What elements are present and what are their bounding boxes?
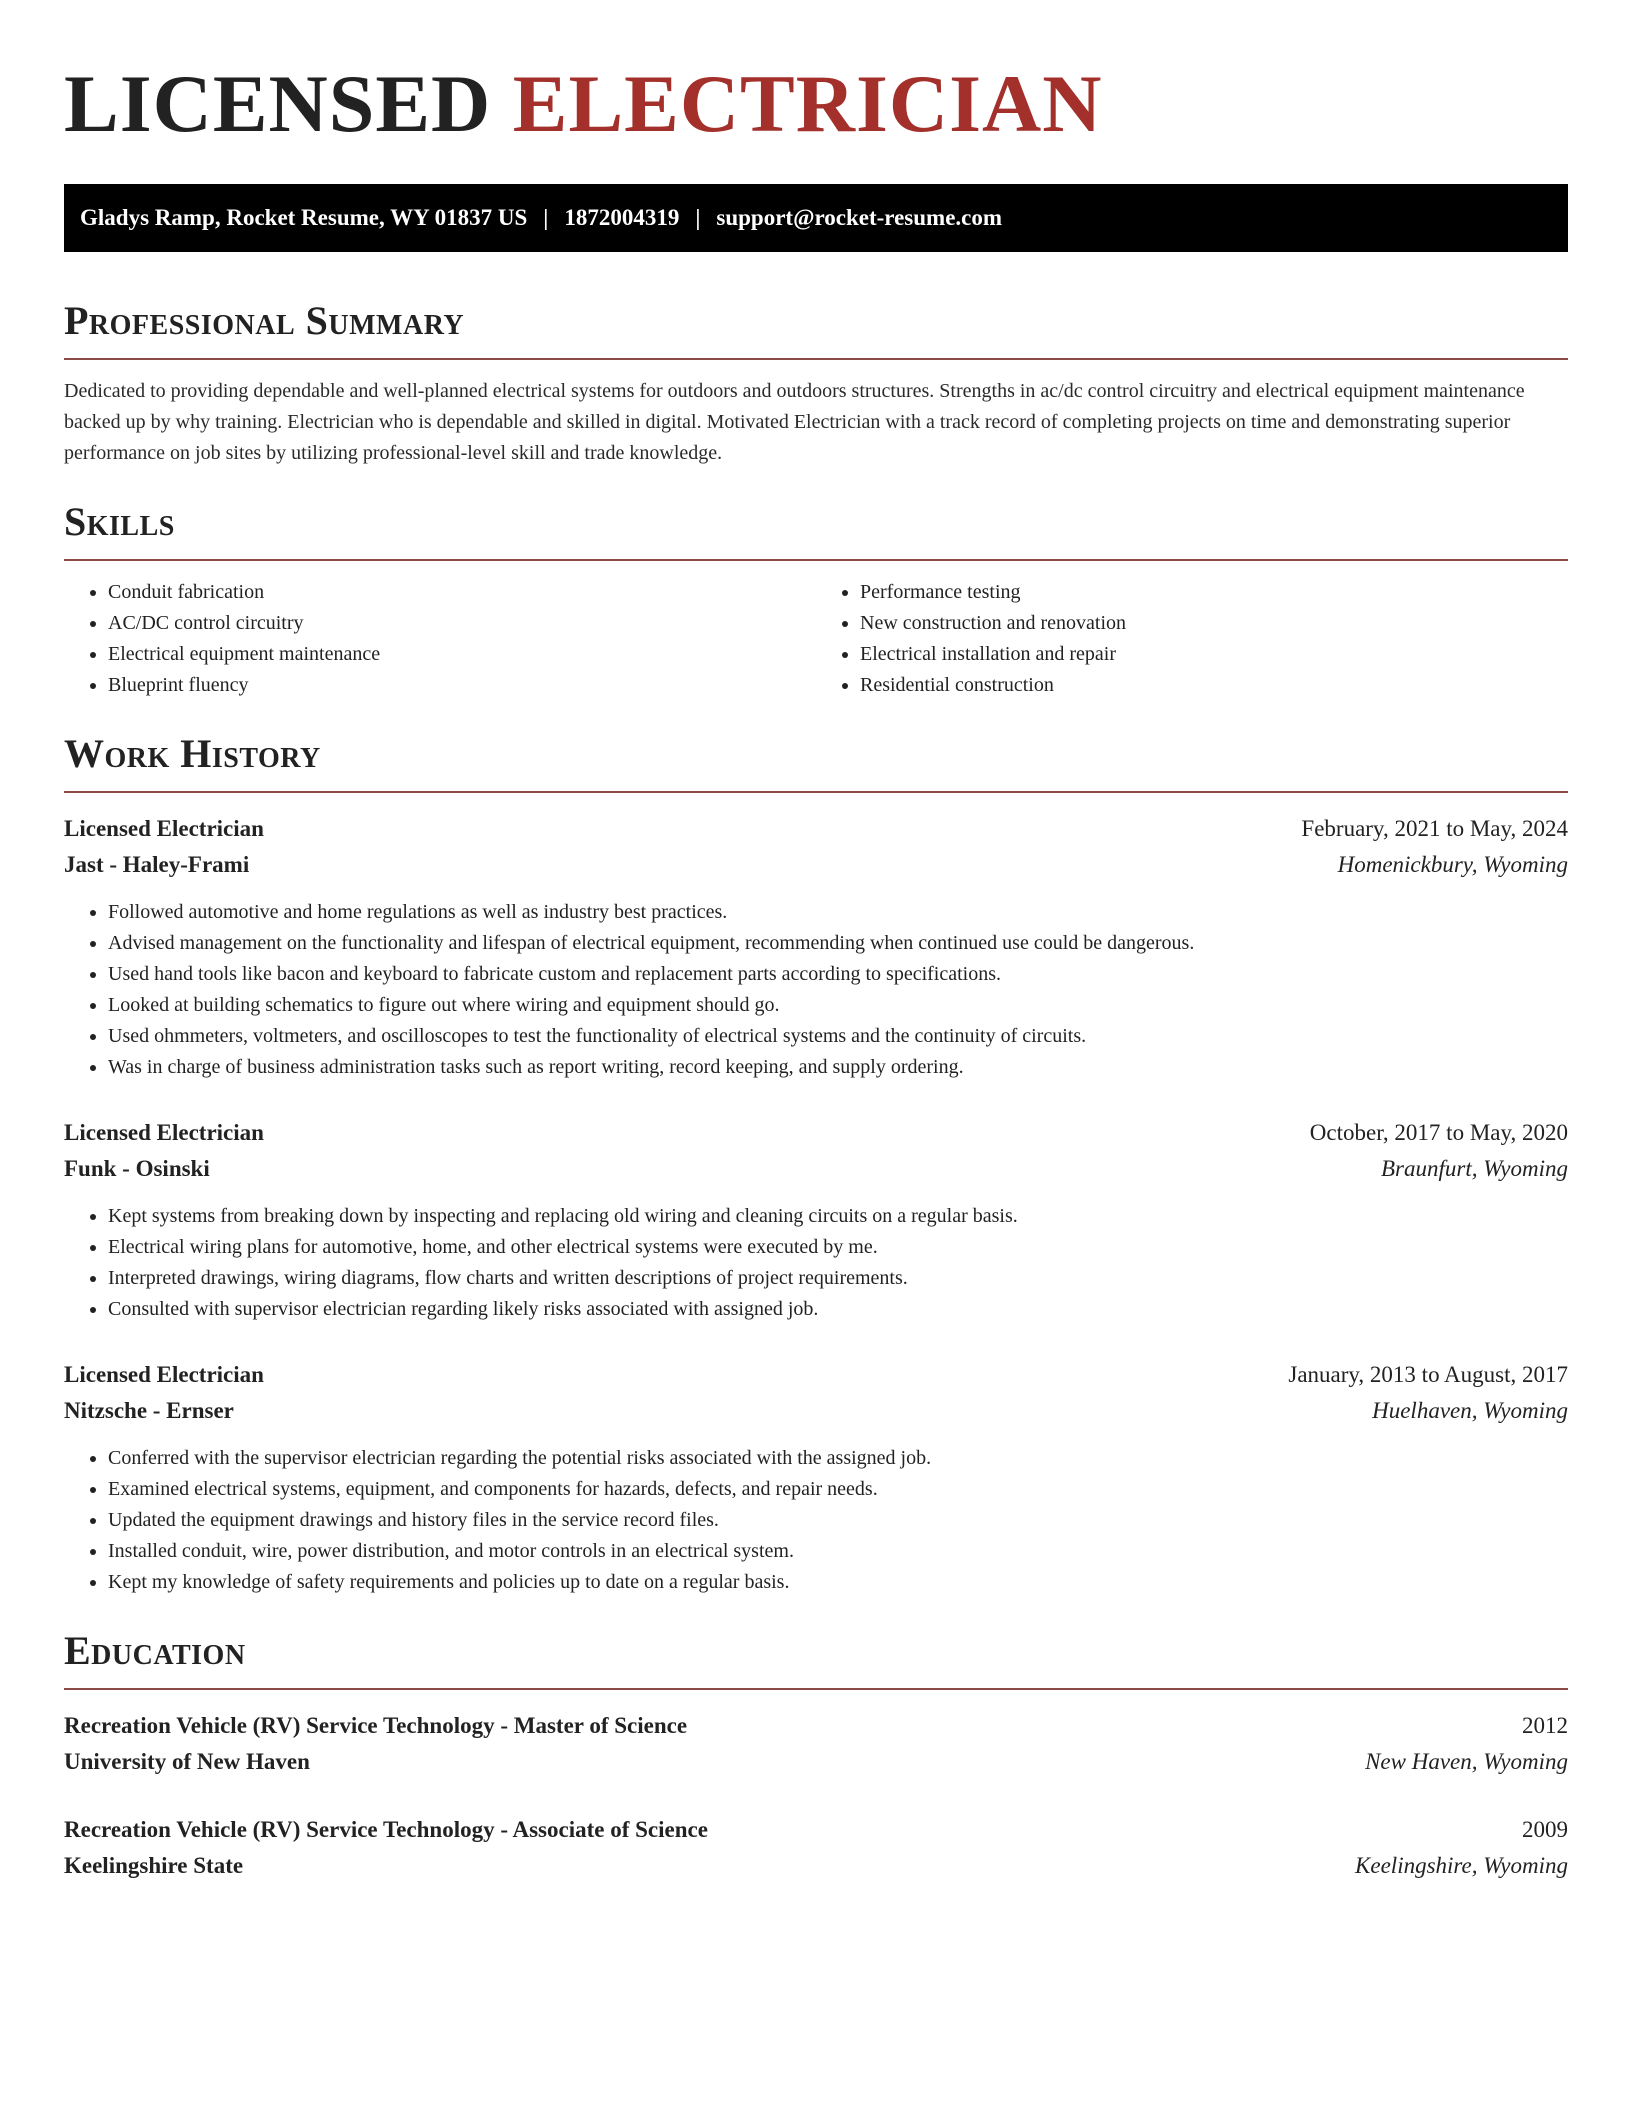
job-company-row bbox=[64, 847, 1568, 883]
job-title: Licensed Electrician bbox=[64, 816, 264, 841]
title-second-word: ELECTRICIAN bbox=[512, 58, 1103, 149]
skill-item: • Electrical installation and repair bbox=[860, 639, 1568, 670]
education-degree: Recreation Vehicle (RV) Service Technology - Associate of Science bbox=[64, 1817, 708, 1842]
education-heading: Education bbox=[64, 1626, 1568, 1690]
job-entry bbox=[64, 811, 1568, 1083]
skill-item: • Conduit fabrication bbox=[108, 577, 816, 608]
job-company-row bbox=[64, 1151, 1568, 1187]
job-title: Licensed Electrician bbox=[64, 1362, 264, 1387]
skill-item: • AC/DC control circuitry bbox=[108, 608, 816, 639]
job-bullet: • Installed conduit, wire, power distribution, and motor controls in an electrical system. bbox=[108, 1536, 1568, 1567]
job-entry bbox=[64, 1115, 1568, 1325]
job-dates: October, 2017 to May, 2020 bbox=[1309, 1120, 1568, 1145]
job-bullet: • Was in charge of business administration tasks such as report writing, record keeping, and supply ordering. bbox=[108, 1052, 1568, 1083]
title-first-word: LICENSED bbox=[64, 58, 492, 149]
contact-address: Gladys Ramp, Rocket Resume, WY 01837 US bbox=[80, 205, 528, 230]
job-company: Nitzsche - Ernser bbox=[64, 1398, 234, 1423]
skill-item: • New construction and renovation bbox=[860, 608, 1568, 639]
job-bullet: • Kept my knowledge of safety requirements and policies up to date on a regular basis. bbox=[108, 1567, 1568, 1598]
skills-grid bbox=[64, 577, 1568, 701]
skill-item: • Blueprint fluency bbox=[108, 670, 816, 701]
skills-left-column bbox=[64, 577, 816, 701]
job-header-row bbox=[64, 1357, 1568, 1393]
job-bullet: • Used hand tools like bacon and keyboard to fabricate custom and replacement parts according to specifications. bbox=[108, 959, 1568, 990]
job-dates: January, 2013 to August, 2017 bbox=[1288, 1362, 1568, 1387]
education-location: Keelingshire, Wyoming bbox=[1355, 1853, 1568, 1878]
job-bullet: • Advised management on the functionality and lifespan of electrical equipment, recommending when continued use could be dangerous. bbox=[108, 928, 1568, 959]
job-location: Homenickbury, Wyoming bbox=[1337, 852, 1568, 877]
contact-separator: | bbox=[543, 205, 549, 230]
resume-title bbox=[64, 56, 1568, 152]
summary-heading: Professional Summary bbox=[64, 296, 1568, 360]
education-school-row bbox=[64, 1848, 1568, 1884]
job-bullets bbox=[64, 1443, 1568, 1598]
work-history-section bbox=[64, 729, 1568, 1598]
education-school: University of New Haven bbox=[64, 1749, 310, 1774]
skill-item: • Performance testing bbox=[860, 577, 1568, 608]
job-bullet: • Updated the equipment drawings and history files in the service record files. bbox=[108, 1505, 1568, 1536]
job-company: Jast - Haley-Frami bbox=[64, 852, 250, 877]
skills-heading: Skills bbox=[64, 497, 1568, 561]
education-school: Keelingshire State bbox=[64, 1853, 244, 1878]
contact-email: support@rocket-resume.com bbox=[716, 205, 1003, 230]
contact-separator: | bbox=[695, 205, 701, 230]
job-bullets bbox=[64, 1201, 1568, 1325]
job-header-row bbox=[64, 811, 1568, 847]
job-entry bbox=[64, 1357, 1568, 1598]
education-degree-row bbox=[64, 1812, 1568, 1848]
job-bullet: • Kept systems from breaking down by inspecting and replacing old wiring and cleaning circuits on a regular basis. bbox=[108, 1201, 1568, 1232]
job-dates: February, 2021 to May, 2024 bbox=[1301, 816, 1568, 841]
contact-bar bbox=[64, 184, 1568, 252]
education-location: New Haven, Wyoming bbox=[1365, 1749, 1568, 1774]
skill-item: • Residential construction bbox=[860, 670, 1568, 701]
education-degree-row bbox=[64, 1708, 1568, 1744]
skill-item: • Electrical equipment maintenance bbox=[108, 639, 816, 670]
job-title: Licensed Electrician bbox=[64, 1120, 264, 1145]
job-location: Braunfurt, Wyoming bbox=[1381, 1156, 1568, 1181]
job-location: Huelhaven, Wyoming bbox=[1372, 1398, 1568, 1423]
job-bullet: • Consulted with supervisor electrician regarding likely risks associated with assigned job. bbox=[108, 1294, 1568, 1325]
job-bullet: • Examined electrical systems, equipment, and components for hazards, defects, and repair needs. bbox=[108, 1474, 1568, 1505]
education-section bbox=[64, 1626, 1568, 1884]
education-degree: Recreation Vehicle (RV) Service Technology - Master of Science bbox=[64, 1713, 688, 1738]
education-entry bbox=[64, 1812, 1568, 1884]
education-year: 2009 bbox=[1522, 1817, 1568, 1842]
contact-phone: 1872004319 bbox=[564, 205, 680, 230]
job-bullet: • Interpreted drawings, wiring diagrams, flow charts and written descriptions of project requirements. bbox=[108, 1263, 1568, 1294]
skills-section bbox=[64, 497, 1568, 701]
education-year: 2012 bbox=[1522, 1713, 1568, 1738]
job-company-row bbox=[64, 1393, 1568, 1429]
job-bullet: • Electrical wiring plans for automotive, home, and other electrical systems were executed by me. bbox=[108, 1232, 1568, 1263]
skills-right-column bbox=[816, 577, 1568, 701]
education-school-row bbox=[64, 1744, 1568, 1780]
job-header-row bbox=[64, 1115, 1568, 1151]
job-bullet: • Conferred with the supervisor electrician regarding the potential risks associated with the assigned job. bbox=[108, 1443, 1568, 1474]
summary-text: Dedicated to providing dependable and well-planned electrical systems for outdoors and outdoors structures. Strengths in ac/dc control circuitry and electrical equipment maintenance backed up by why training. Electrician who is dependable and skilled in digital. Motivated Electrician with a track record of completing projects on time and demonstrating superior performance on job sites by utilizing professional-level skill and trade knowledge. bbox=[64, 380, 1525, 464]
job-bullet: • Followed automotive and home regulations as well as industry best practices. bbox=[108, 897, 1568, 928]
work-history-heading: Work History bbox=[64, 729, 1568, 793]
job-bullets bbox=[64, 897, 1568, 1083]
job-bullet: • Used ohmmeters, voltmeters, and oscilloscopes to test the functionality of electrical systems and the continuity of circuits. bbox=[108, 1021, 1568, 1052]
education-entry bbox=[64, 1708, 1568, 1780]
job-company: Funk - Osinski bbox=[64, 1156, 210, 1181]
summary-section bbox=[64, 296, 1568, 469]
job-bullet: • Looked at building schematics to figure out where wiring and equipment should go. bbox=[108, 990, 1568, 1021]
